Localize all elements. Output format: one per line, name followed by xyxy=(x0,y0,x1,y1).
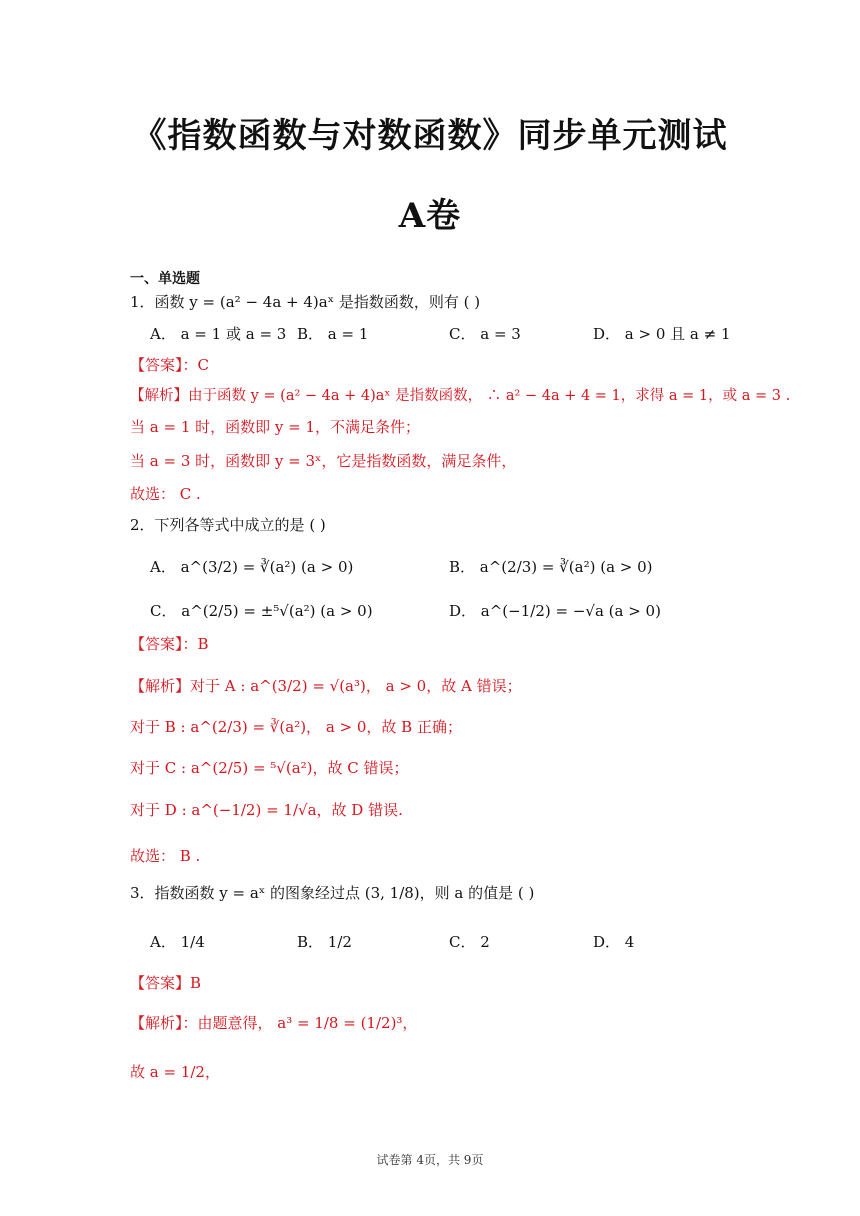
q1-answer: 【答案】：C xyxy=(130,356,209,374)
q3-option-a: A． 1/4 xyxy=(150,933,205,951)
q3-option-b: B． 1/2 xyxy=(297,933,352,951)
page-footer: 试卷第 4页，共 9页 xyxy=(376,1153,484,1167)
page-subtitle: A卷 xyxy=(398,196,462,236)
q1-analysis-2: 当 a = 1 时，函数即 y = 1，不满足条件； xyxy=(130,418,421,436)
q2-option-c: C． a^(2/5) = ±⁵√(a²) (a > 0) xyxy=(150,602,373,620)
q1-stem: 1．函数 y = (a² − 4a + 4)aˣ 是指数函数，则有 ( ) xyxy=(130,293,481,311)
q1-analysis-3: 当 a = 3 时，函数即 y = 3ˣ，它是指数函数，满足条件， xyxy=(130,452,517,470)
q1-option-d: D． a > 0 且 a ≠ 1 xyxy=(593,325,731,343)
q2-option-d: D． a^(−1/2) = −√a (a > 0) xyxy=(449,602,661,620)
q2-analysis-2: 对于 B : a^(2/3) = ∛(a²)， a > 0，故 B 正确； xyxy=(130,718,462,736)
q1-choose: 故选： C . xyxy=(130,485,201,503)
q1-analysis-1: 【解析】由于函数 y = (a² − 4a + 4)aˣ 是指数函数， ∴ a² − 4a + 4 = 1，求得 a = 1，或 a = 3 . xyxy=(130,388,791,404)
q2-option-a: A． a^(3/2) = ∛(a²) (a > 0) xyxy=(150,558,354,576)
page-title: 《指数函数与对数函数》同步单元测试 xyxy=(132,116,728,156)
q3-option-c: C． 2 xyxy=(449,933,490,951)
q1-option-c: C． a = 3 xyxy=(449,325,521,343)
q1-option-b: B． a = 1 xyxy=(297,325,369,343)
q3-stem: 3．指数函数 y = aˣ 的图象经过点 (3, 1/8)，则 a 的值是 ( ) xyxy=(130,884,535,902)
q3-option-d: D． 4 xyxy=(593,933,635,951)
q2-analysis-3: 对于 C : a^(2/5) = ⁵√(a²)，故 C 错误； xyxy=(130,759,409,777)
q2-choose: 故选： B . xyxy=(130,847,201,865)
q3-analysis-1: 【解析】：由题意得， a³ = 1/8 = (1/2)³， xyxy=(130,1014,418,1032)
q2-analysis-4: 对于 D : a^(−1/2) = 1/√a，故 D 错误. xyxy=(130,801,403,819)
q2-analysis-1: 【解析】对于 A : a^(3/2) = √(a³)， a > 0，故 A 错误； xyxy=(130,677,522,695)
q2-option-b: B． a^(2/3) = ∛(a²) (a > 0) xyxy=(449,558,653,576)
q2-answer: 【答案】：B xyxy=(130,635,209,653)
q1-option-a: A． a = 1 或 a = 3 xyxy=(150,325,287,343)
q2-stem: 2．下列各等式中成立的是 ( ) xyxy=(130,516,326,534)
section-heading: 一、单选题 xyxy=(130,271,200,287)
q3-answer: 【答案】B xyxy=(130,974,202,992)
q3-analysis-2: 故 a = 1/2， xyxy=(130,1063,220,1081)
